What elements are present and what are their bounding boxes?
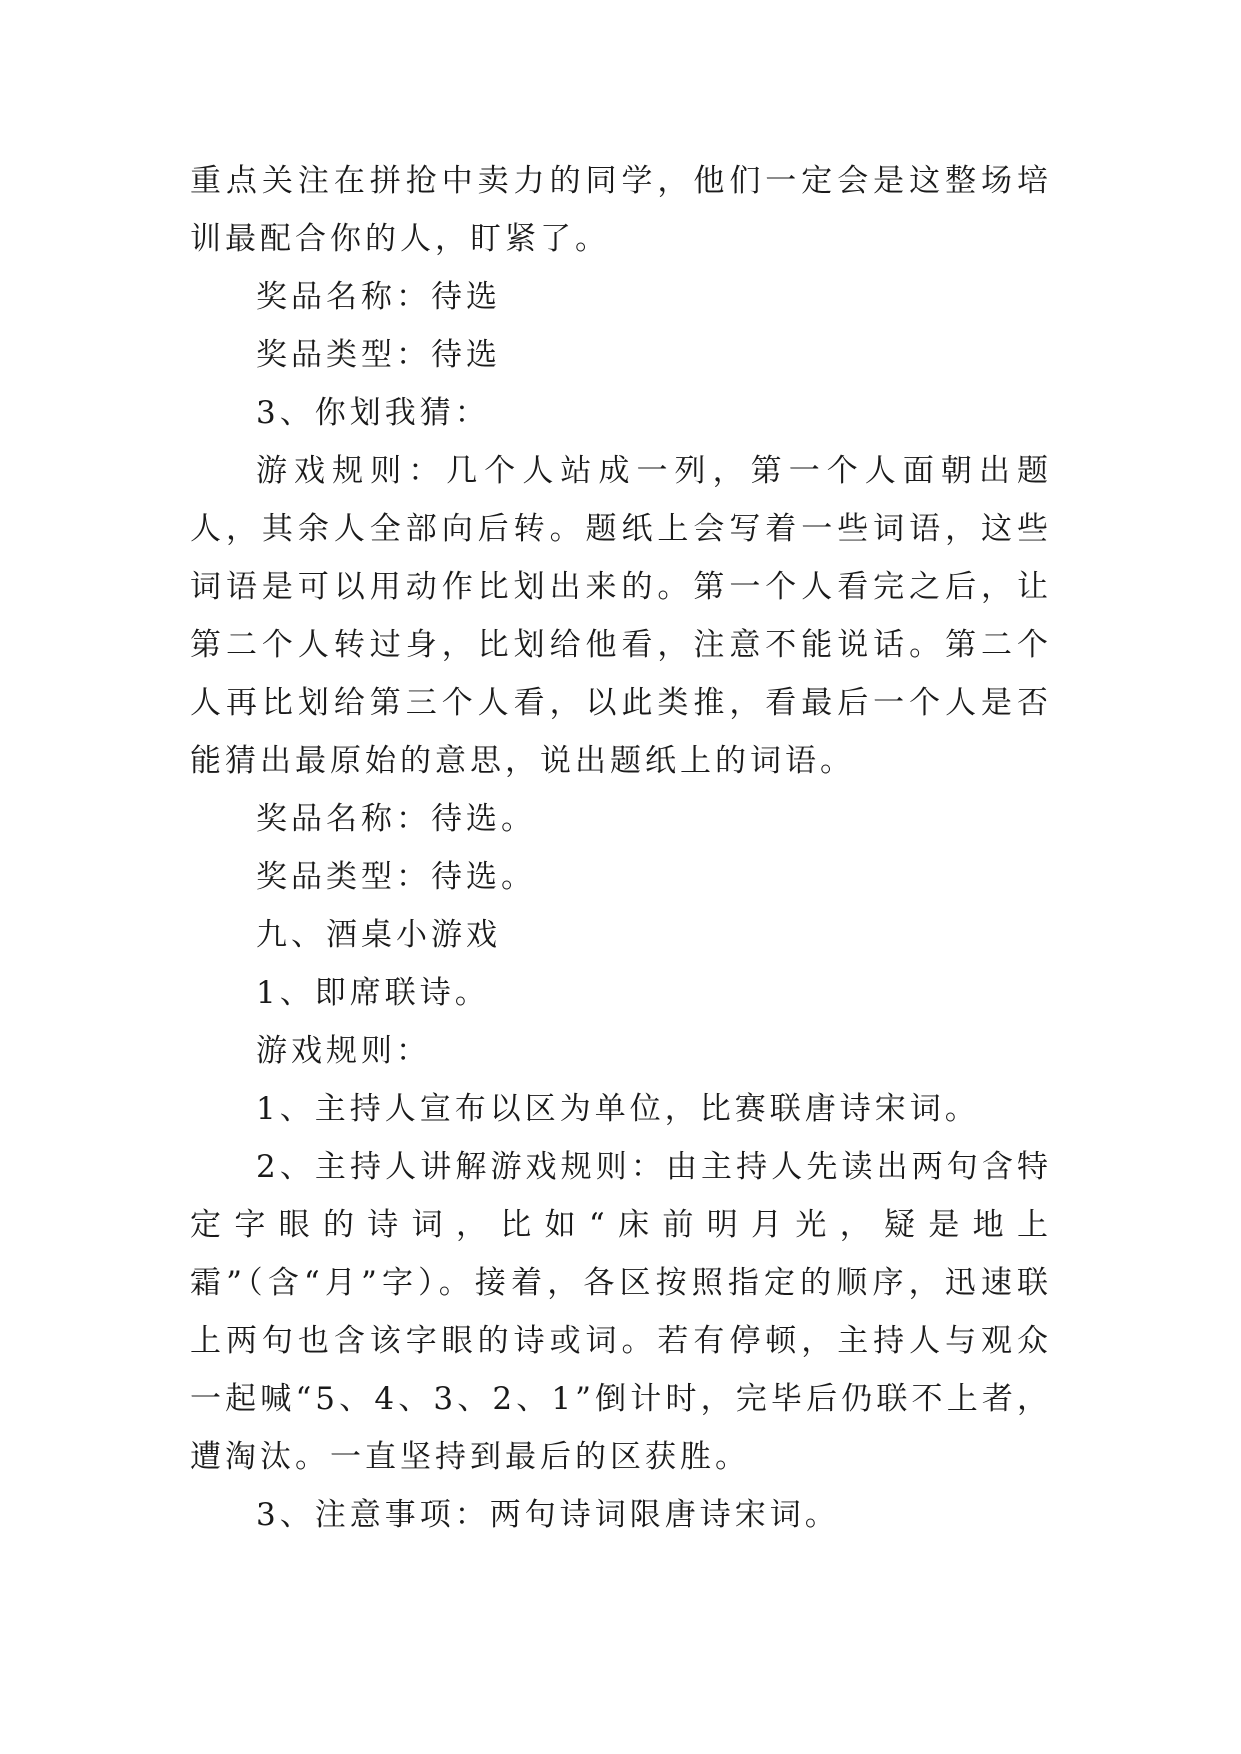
paragraph-prize-type: 奖品类型：待选 — [256, 337, 501, 373]
heading-poem-linking: 1、即席联诗。 — [256, 975, 490, 1011]
paragraph-prize-name-2: 奖品名称：待选。 — [256, 801, 536, 837]
heading-section-nine: 九、酒桌小游戏 — [256, 917, 501, 953]
document-body — [190, 152, 1052, 1544]
paragraph-intro-continuation: 重点关注在拼抢中卖力的同学，他们一定会是这整场培训最配合你的人，盯紧了。 — [190, 163, 1052, 257]
paragraph-rules-label: 游戏规则： — [256, 1033, 431, 1069]
paragraph-prize-type-2: 奖品类型：待选。 — [256, 859, 536, 895]
heading-charades: 3、你划我猜： — [256, 395, 490, 431]
paragraph-rule-1: 1、主持人宣布以区为单位，比赛联唐诗宋词。 — [256, 1091, 980, 1127]
paragraph-rule-3: 3、注意事项：两句诗词限唐诗宋词。 — [256, 1497, 840, 1533]
paragraph-prize-name: 奖品名称：待选 — [256, 279, 501, 315]
paragraph-charades-rules: 游戏规则：几个人站成一列，第一个人面朝出题人，其余人全部向后转。题纸上会写着一些词语，这些词语是可以用动作比划出来的。第一个人看完之后，让第二个人转过身，比划给他看，注意不能说话。第二个人再比划给第三个人看，以此类推，看最后一个人是否能猜出最原始的意思，说出题纸上的词语。 — [190, 453, 1052, 779]
paragraph-rule-2: 2、主持人讲解游戏规则：由主持人先读出两句含特定字眼的诗词，比如“床前明月光，疑是地上霜”（含“月”字）。接着，各区按照指定的顺序，迅速联上两句也含该字眼的诗或词。若有停顿，主持人与观众一起喊“5、4、3、2、1”倒计时，完毕后仍联不上者，遭淘汰。一直坚持到最后的区获胜。 — [190, 1149, 1052, 1475]
